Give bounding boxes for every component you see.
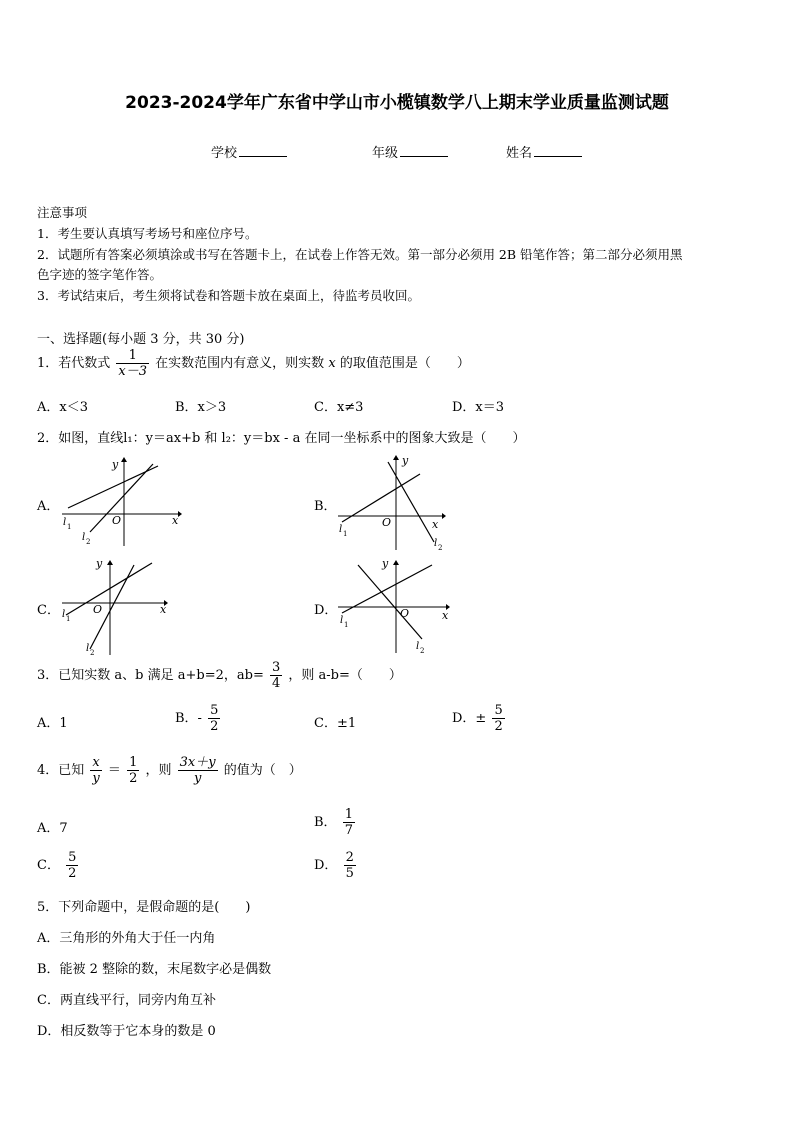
q4-optd-fraction — [344, 850, 356, 881]
q4-eq: ＝ — [107, 763, 121, 778]
q4-optb-den: 7 — [344, 823, 353, 838]
q3-optb-den: 2 — [210, 719, 219, 734]
q3-option-b[interactable] — [175, 703, 222, 734]
note-1: 1．考生要认真填写考场号和座位序号。 — [37, 226, 258, 241]
q4-option-a[interactable]: A．7 — [37, 821, 68, 836]
q4-optc-num: 5 — [68, 850, 77, 865]
q5-option-c[interactable]: C．两直线平行，同旁内角互补 — [37, 993, 216, 1008]
l2-sub: 2 — [438, 544, 443, 552]
q3-fraction — [270, 660, 282, 691]
y-axis-label: y — [382, 557, 389, 570]
q4-optd-num: 2 — [345, 850, 354, 865]
l2-label: l — [86, 643, 90, 654]
q4-f2-den: 2 — [129, 771, 138, 786]
y-axis-label: y — [96, 557, 103, 570]
q4-f1-num: x — [90, 755, 101, 771]
q3-frac-den: 4 — [271, 676, 281, 691]
q4-pre: 4．已知 — [37, 763, 85, 778]
question-1 — [37, 348, 470, 379]
origin-label: O — [112, 514, 122, 527]
q2-graph-b[interactable] — [336, 452, 448, 552]
q3-option-d[interactable] — [452, 703, 507, 734]
l1-label: l — [340, 615, 344, 626]
l1-sub: 1 — [66, 615, 71, 623]
q3-optd-fraction — [492, 703, 504, 734]
q4-f2-num: 1 — [129, 755, 138, 770]
q4-optd-den: 5 — [345, 866, 354, 881]
q5-option-d[interactable]: D．相反数等于它本身的数是 0 — [37, 1024, 216, 1039]
note-2-cont: 色字迹的签字笔作答。 — [37, 267, 163, 282]
q2-graph-c[interactable] — [60, 555, 172, 657]
q4-f3-num: 3x＋y — [179, 755, 216, 770]
q5-option-a[interactable]: A．三角形的外角大于任一内角 — [37, 931, 216, 946]
q3-optb-fraction — [208, 703, 220, 734]
l1-sub: 1 — [67, 523, 72, 531]
q2-option-b-label[interactable]: B． — [314, 499, 337, 514]
q4-option-d[interactable] — [314, 850, 358, 881]
origin-label: O — [400, 607, 410, 620]
q1-option-d[interactable]: D．x＝3 — [452, 400, 505, 415]
exam-title: 2023-2024学年广东省中学山市小榄镇数学八上期末学业质量监测试题 — [125, 93, 669, 113]
q2-option-d-label[interactable]: D． — [314, 603, 338, 618]
q4-fraction-1 — [90, 755, 101, 786]
name-label: 姓名 — [506, 146, 533, 161]
q3-pre: 3．已知实数 a、b 满足 a+b=2，ab= — [37, 668, 264, 683]
q4-optc-fraction — [66, 850, 78, 881]
l1-label: l — [62, 609, 66, 620]
q1-pre: 1．若代数式 — [37, 356, 111, 371]
q3-post: ，则 a-b=（ ） — [288, 668, 402, 683]
q4-f3-den: y — [193, 771, 202, 786]
q4-option-b[interactable] — [314, 807, 357, 838]
question-2: 2．如图，直线l₁：y＝ax+b 和 l₂：y＝bx - a 在同一坐标系中的图象大致是（ ） — [37, 431, 526, 446]
y-axis-label: y — [112, 458, 119, 471]
q1-option-a[interactable]: A．x＜3 — [37, 400, 88, 415]
q1-frac-num: 1 — [116, 348, 149, 364]
l1-sub: 1 — [343, 530, 348, 538]
origin-label: O — [93, 603, 103, 616]
notes-heading: 注意事项 — [37, 205, 88, 220]
l2-sub: 2 — [420, 647, 425, 655]
school-field[interactable] — [211, 142, 287, 161]
l1-label: l — [339, 524, 343, 535]
q3-frac-num: 3 — [271, 660, 281, 675]
q3-optd-pre: D．± — [452, 711, 487, 726]
q1-post: 在实数范围内有意义，则实数 — [155, 356, 325, 371]
q3-optb-num: 5 — [210, 703, 219, 718]
q4-fraction-2 — [127, 755, 139, 786]
q3-optd-den: 2 — [494, 719, 503, 734]
school-label: 学校 — [211, 146, 238, 161]
l2-sub: 2 — [86, 538, 91, 546]
question-4 — [37, 755, 302, 786]
l2-label: l — [434, 538, 438, 549]
note-2: 2．试题所有答案必须填涂或书写在答题卡上，在试卷上作答无效。第一部分必须用 2B 铅笔作答；第二部分必须用黑 — [37, 247, 683, 262]
l2-label: l — [416, 641, 420, 652]
q5-option-b[interactable]: B．能被 2 整除的数，末尾数字必是偶数 — [37, 962, 272, 977]
q4-mid: ，则 — [145, 763, 172, 778]
question-3 — [37, 660, 402, 691]
q4-optc-den: 2 — [68, 866, 77, 881]
q4-post: 的值为（ ） — [223, 763, 302, 778]
q3-option-a[interactable]: A．1 — [37, 716, 68, 731]
x-axis-label: x — [442, 609, 449, 622]
l2-label: l — [82, 532, 86, 543]
x-axis-label: x — [432, 518, 439, 531]
note-3: 3．考试结束后，考生须将试卷和答题卡放在桌面上，待监考员收回。 — [37, 288, 420, 303]
q4-fraction-3 — [178, 755, 218, 786]
q3-option-c[interactable]: C．±1 — [314, 716, 357, 731]
q4-option-c[interactable] — [37, 850, 80, 881]
x-axis-label: x — [172, 514, 179, 527]
q3-optd-num: 5 — [494, 703, 503, 718]
grade-label: 年级 — [372, 146, 399, 161]
q4-optc-pre: C． — [37, 858, 60, 873]
q2-graph-a[interactable] — [60, 452, 182, 548]
q2-option-c-label[interactable]: C． — [37, 603, 60, 618]
name-field[interactable] — [506, 142, 582, 161]
question-5: 5．下列命题中，是假命题的是( ) — [37, 900, 251, 915]
y-axis-label: y — [402, 454, 409, 467]
l2-sub: 2 — [90, 649, 95, 657]
q4-f1-den: y — [92, 771, 100, 786]
l1-label: l — [63, 517, 67, 528]
x-axis-label: x — [160, 603, 167, 616]
q4-optb-pre: B． — [314, 815, 337, 830]
q1-option-c[interactable]: C．x≠3 — [314, 400, 364, 415]
q3-optb-pre: B．- — [175, 711, 202, 726]
origin-label: O — [382, 516, 392, 529]
grade-field[interactable] — [372, 142, 448, 161]
q1-frac-den: x－3 — [118, 364, 148, 379]
q1-var: x — [328, 356, 336, 371]
q4-optd-pre: D． — [314, 858, 338, 873]
q2-graph-d[interactable] — [336, 555, 454, 655]
q4-optb-fraction — [343, 807, 355, 838]
section-heading: 一、选择题(每小题 3 分，共 30 分) — [37, 332, 245, 347]
q1-post2: 的取值范围是（ ） — [339, 356, 470, 371]
l1-sub: 1 — [344, 621, 349, 629]
q4-optb-num: 1 — [344, 807, 353, 822]
q1-option-b[interactable]: B．x＞3 — [175, 400, 227, 415]
q2-option-a-label[interactable]: A． — [37, 499, 60, 514]
q1-fraction — [116, 348, 149, 379]
